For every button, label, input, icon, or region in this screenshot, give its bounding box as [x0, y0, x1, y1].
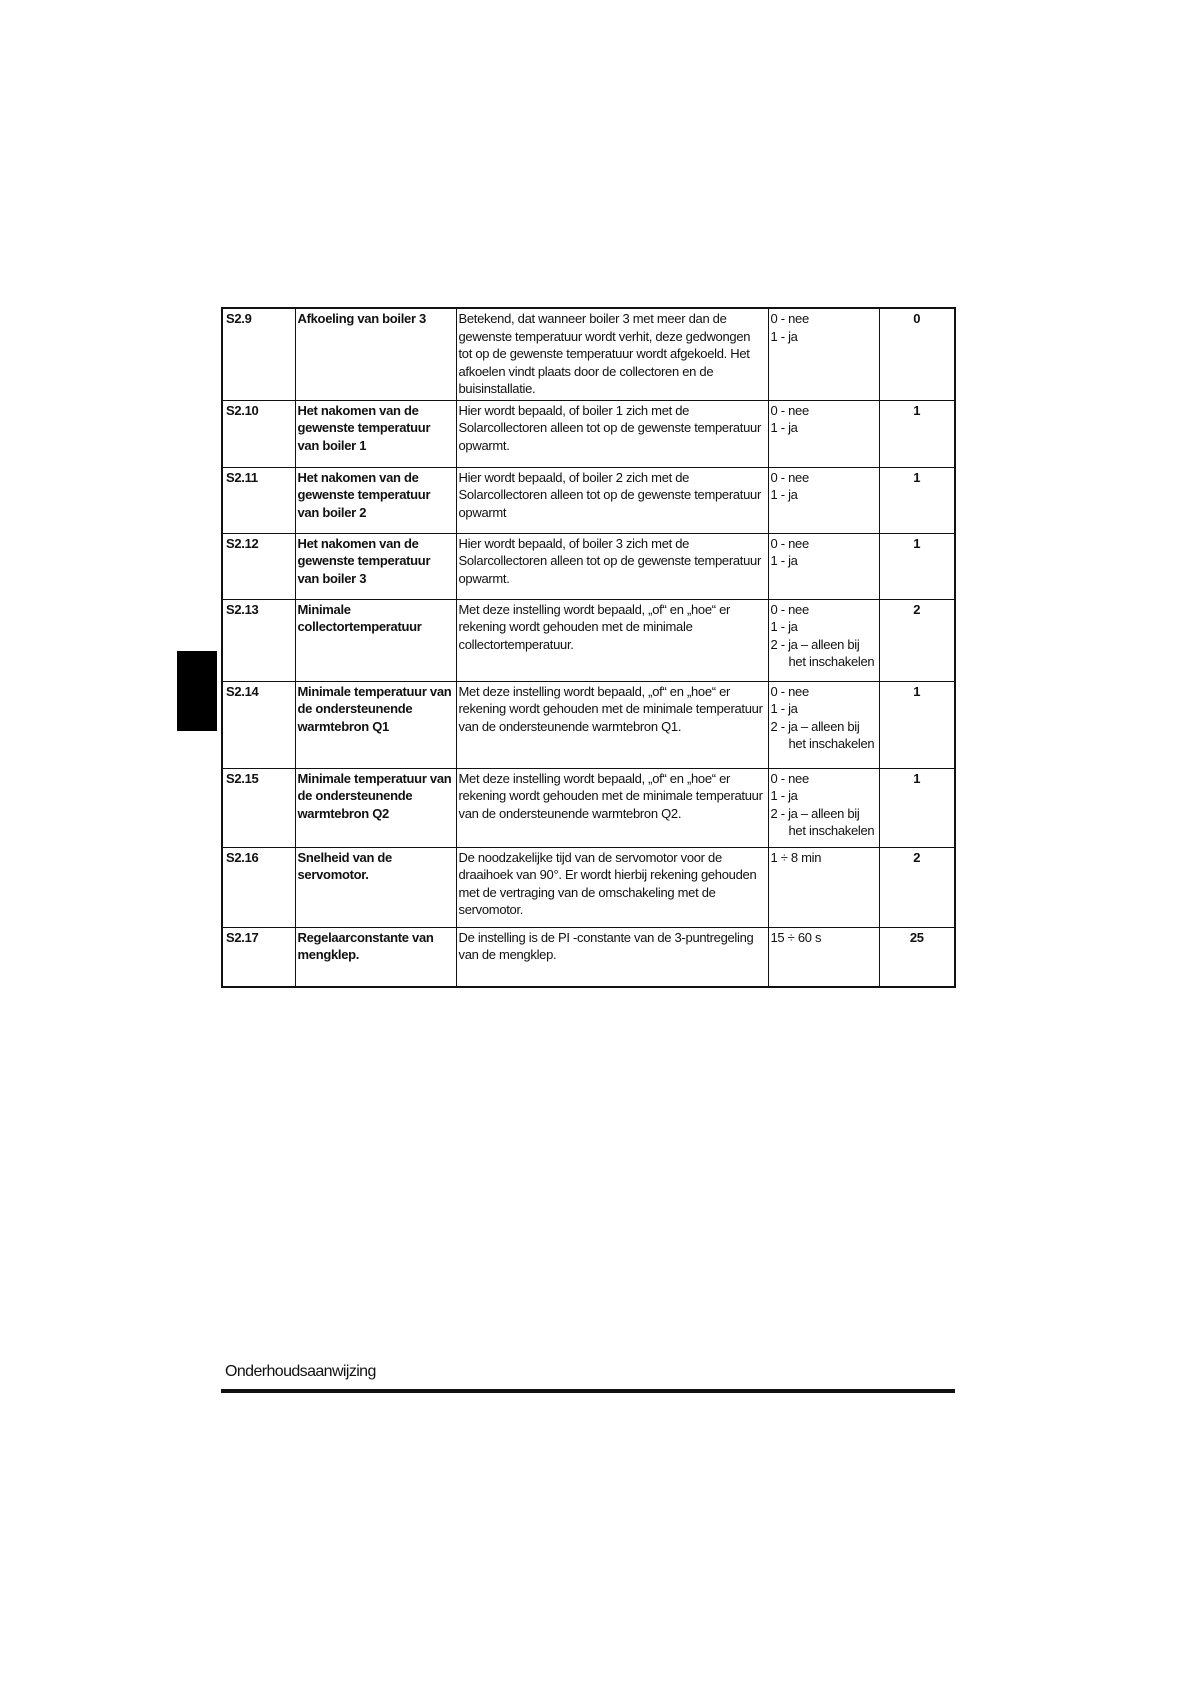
default-value: 1 — [879, 400, 955, 467]
parameter-name: Minimale temperatuur van de ondersteunende warmtebron Q1 — [295, 681, 456, 768]
table-row — [222, 681, 955, 768]
parameter-options — [768, 599, 879, 681]
default-value: 25 — [879, 927, 955, 987]
parameter-description: De noodzakelijke tijd van de servomotor voor de draaihoek van 90°. Er wordt hierbij rekening gehouden met de vertraging van de omschakeling met de servomotor. — [456, 847, 768, 927]
parameter-name: Snelheid van de servomotor. — [295, 847, 456, 927]
option-value: 0 - nee — [770, 402, 809, 418]
parameter-code: S2.14 — [222, 681, 295, 768]
option-value: 1 - ja — [770, 487, 798, 502]
parameter-options — [768, 308, 879, 400]
parameter-code: S2.12 — [222, 533, 295, 599]
parameter-options — [768, 400, 879, 467]
option-value: 0 - nee — [770, 770, 809, 786]
parameter-description: Met deze instelling wordt bepaald, „of“ en „hoe“ er rekening wordt gehouden met de minimale temperatuur van de ondersteunende warmtebron Q1. — [456, 681, 768, 768]
parameter-description: Hier wordt bepaald, of boiler 1 zich met de Solarcollectoren alleen tot op de gewenste temperatuur opwarmt. — [456, 400, 768, 467]
option-value: 2 - ja – alleen bij — [770, 805, 860, 821]
footer-label: Onderhoudsaanwijzing — [225, 1363, 376, 1380]
option-value: 1 - ja — [770, 553, 798, 568]
option-value: 1 - ja — [770, 420, 798, 435]
option-value: 1 - ja — [770, 328, 798, 344]
option-value: 0 - nee — [770, 683, 809, 699]
default-value: 1 — [879, 533, 955, 599]
parameter-code: S2.17 — [222, 927, 295, 987]
parameter-description: Betekend, dat wanneer boiler 3 met meer dan de gewenste temperatuur wordt verhit, deze gedwongen tot op de gewenste temperatuur wordt afgekoeld. Het afkoelen vindt plaats door de collectoren en de buisinstallatie. — [456, 308, 768, 400]
option-value: 2 - ja – alleen bij — [770, 718, 860, 734]
option-value: het inschakelen — [788, 654, 875, 669]
table-row — [222, 400, 955, 467]
default-value: 0 — [879, 308, 955, 400]
parameter-options — [768, 768, 879, 847]
parameter-description: De instelling is de PI -constante van de 3-puntregeling van de mengklep. — [456, 927, 768, 987]
option-value: 2 - ja – alleen bij — [770, 636, 860, 652]
option-value: 1 ÷ 8 min — [770, 849, 822, 865]
default-value: 1 — [879, 768, 955, 847]
parameter-name: Het nakomen van de gewenste temperatuur van boiler 1 — [295, 400, 456, 467]
option-value: 0 - nee — [770, 601, 809, 617]
parameter-code: S2.10 — [222, 400, 295, 467]
default-value: 2 — [879, 847, 955, 927]
default-value: 1 — [879, 467, 955, 533]
parameter-options — [768, 533, 879, 599]
option-value: 0 - nee — [770, 469, 809, 485]
parameter-name: Minimale collectortemperatuur — [295, 599, 456, 681]
parameter-code: S2.13 — [222, 599, 295, 681]
parameter-options — [768, 681, 879, 768]
table-row — [222, 768, 955, 847]
parameter-code: S2.11 — [222, 467, 295, 533]
parameter-description: Met deze instelling wordt bepaald, „of“ en „hoe“ er rekening wordt gehouden met de minimale temperatuur van de ondersteunende warmtebron Q2. — [456, 768, 768, 847]
parameter-description: Hier wordt bepaald, of boiler 2 zich met de Solarcollectoren alleen tot op de gewenste temperatuur opwarmt — [456, 467, 768, 533]
table-row — [222, 927, 955, 987]
parameter-name: Afkoeling van boiler 3 — [295, 308, 456, 400]
parameter-description: Met deze instelling wordt bepaald, „of“ en „hoe“ er rekening wordt gehouden met de minimale collectortemperatuur. — [456, 599, 768, 681]
table-row — [222, 308, 955, 400]
parameter-table — [221, 307, 956, 988]
parameter-options — [768, 847, 879, 927]
option-value: 1 - ja — [770, 619, 798, 634]
parameter-table-body — [222, 308, 955, 987]
option-value: 0 - nee — [770, 535, 809, 551]
option-value: 15 ÷ 60 s — [770, 929, 822, 945]
default-value: 2 — [879, 599, 955, 681]
table-row — [222, 599, 955, 681]
parameter-options — [768, 467, 879, 533]
parameter-name: Regelaarconstante van mengklep. — [295, 927, 456, 987]
default-value: 1 — [879, 681, 955, 768]
section-tab-marker — [177, 651, 217, 731]
table-row — [222, 467, 955, 533]
parameter-name: Het nakomen van de gewenste temperatuur van boiler 2 — [295, 467, 456, 533]
parameter-code: S2.16 — [222, 847, 295, 927]
option-value: het inschakelen — [788, 736, 875, 751]
parameter-code: S2.9 — [222, 308, 295, 400]
parameter-code: S2.15 — [222, 768, 295, 847]
parameter-name: Minimale temperatuur van de ondersteunende warmtebron Q2 — [295, 768, 456, 847]
option-value: 1 - ja — [770, 788, 798, 803]
parameter-options — [768, 927, 879, 987]
option-value: 0 - nee — [770, 311, 809, 326]
parameter-description: Hier wordt bepaald, of boiler 3 zich met de Solarcollectoren alleen tot op de gewenste temperatuur opwarmt. — [456, 533, 768, 599]
table-row — [222, 533, 955, 599]
option-value: het inschakelen — [788, 823, 875, 838]
footer-rule — [221, 1389, 955, 1393]
option-value: 1 - ja — [770, 701, 798, 716]
table-row — [222, 847, 955, 927]
parameter-name: Het nakomen van de gewenste temperatuur van boiler 3 — [295, 533, 456, 599]
